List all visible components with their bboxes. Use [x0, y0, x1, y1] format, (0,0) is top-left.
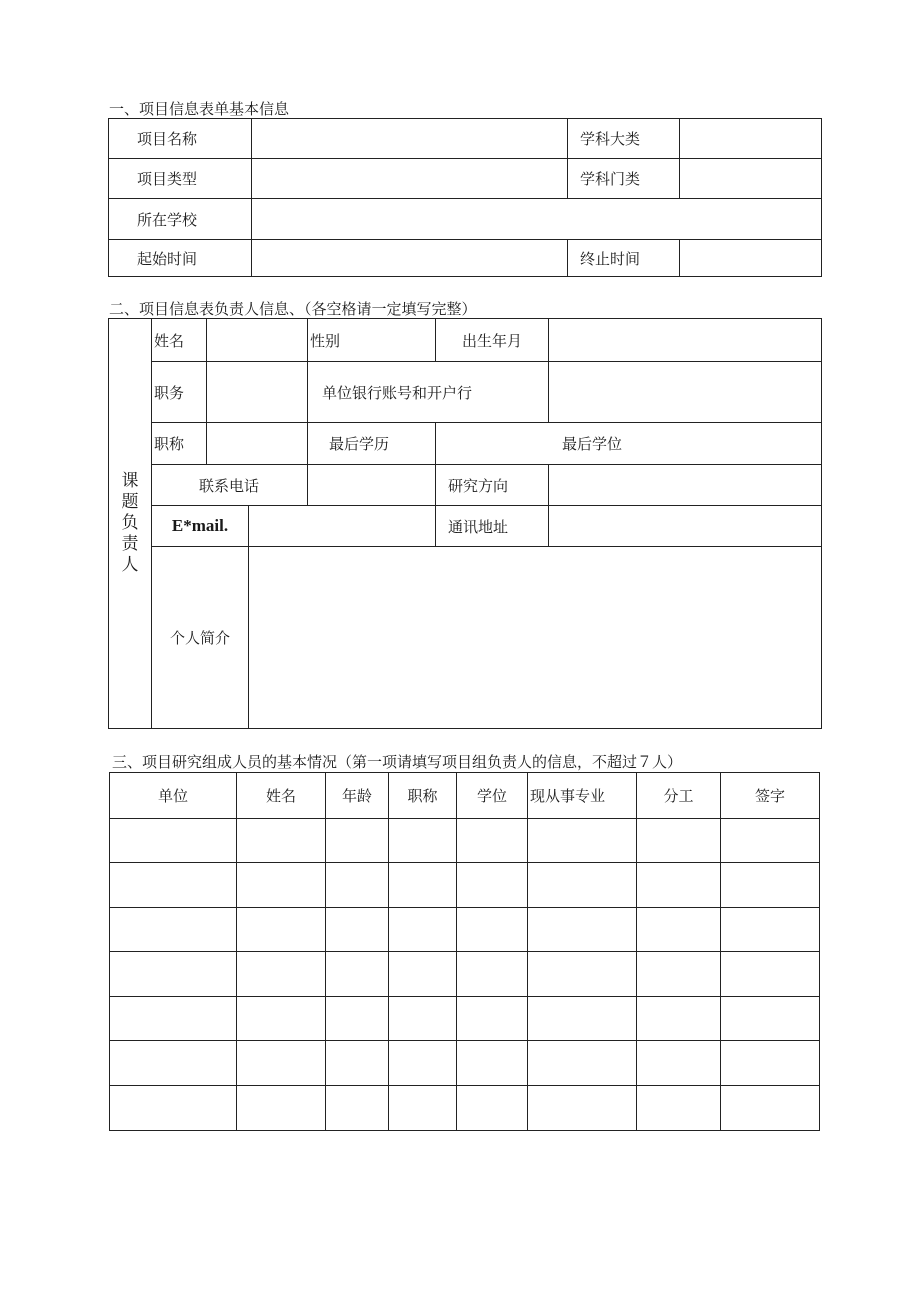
degree-label: 最后学位 [436, 423, 822, 465]
email-label: E*mail. [152, 506, 249, 547]
name-label: 姓名 [152, 319, 207, 362]
section1-heading: 一、项目信息表单基本信息 [109, 100, 290, 118]
column-header-major: 现从事专业 [528, 773, 637, 819]
title-label: 职称 [152, 423, 207, 465]
section2-heading: 二、项目信息表负责人信息、（各空格请一定填写完整） [109, 300, 477, 318]
bio-field[interactable] [249, 547, 822, 729]
table-row [110, 819, 820, 863]
project-name-field[interactable] [252, 119, 568, 159]
leader-side-label: 课 题 负 责 人 [109, 319, 152, 729]
bio-label: 个人简介 [152, 547, 249, 729]
bank-field[interactable] [549, 362, 822, 423]
start-time-label: 起始时间 [109, 240, 252, 277]
gender-label: 性别 [308, 319, 436, 362]
end-time-field[interactable] [680, 240, 822, 277]
title-field[interactable] [207, 423, 308, 465]
table-row [110, 1041, 820, 1086]
column-header-role: 分工 [637, 773, 721, 819]
phone-field[interactable] [308, 465, 436, 506]
email-field[interactable] [249, 506, 436, 547]
column-header-signature: 签字 [721, 773, 820, 819]
discipline-subcategory-label: 学科门类 [568, 159, 680, 199]
basic-info-table [108, 118, 822, 277]
research-field[interactable] [549, 465, 822, 506]
school-label: 所在学校 [109, 199, 252, 240]
table-row [110, 1086, 820, 1131]
bank-label: 单位银行账号和开户行 [308, 362, 549, 423]
school-field[interactable] [252, 199, 822, 240]
section3-heading: 三、项目研究组成人员的基本情况（第一项请填写项目组负责人的信息，不超过７人） [112, 753, 683, 771]
birth-field[interactable] [549, 319, 822, 362]
address-label: 通讯地址 [436, 506, 549, 547]
position-field[interactable] [207, 362, 308, 423]
column-header-age: 年龄 [326, 773, 389, 819]
name-field[interactable] [207, 319, 308, 362]
end-time-label: 终止时间 [568, 240, 680, 277]
research-label: 研究方向 [436, 465, 549, 506]
start-time-field[interactable] [252, 240, 568, 277]
leader-info-table [108, 318, 822, 729]
education-label: 最后学历 [308, 423, 436, 465]
discipline-category-field[interactable] [680, 119, 822, 159]
discipline-subcategory-field[interactable] [680, 159, 822, 199]
table-row [110, 908, 820, 952]
column-header-title: 职称 [389, 773, 457, 819]
column-header-degree: 学位 [457, 773, 528, 819]
project-type-field[interactable] [252, 159, 568, 199]
table-row [110, 863, 820, 908]
table-row [110, 952, 820, 997]
address-field[interactable] [549, 506, 822, 547]
column-header-unit: 单位 [110, 773, 237, 819]
members-header-row [110, 773, 820, 819]
table-row [110, 997, 820, 1041]
column-header-name: 姓名 [237, 773, 326, 819]
project-name-label: 项目名称 [109, 119, 252, 159]
birth-label: 出生年月 [436, 319, 549, 362]
phone-label: 联系电话 [152, 465, 308, 506]
project-type-label: 项目类型 [109, 159, 252, 199]
discipline-category-label: 学科大类 [568, 119, 680, 159]
position-label: 职务 [152, 362, 207, 423]
members-table [109, 772, 820, 1131]
